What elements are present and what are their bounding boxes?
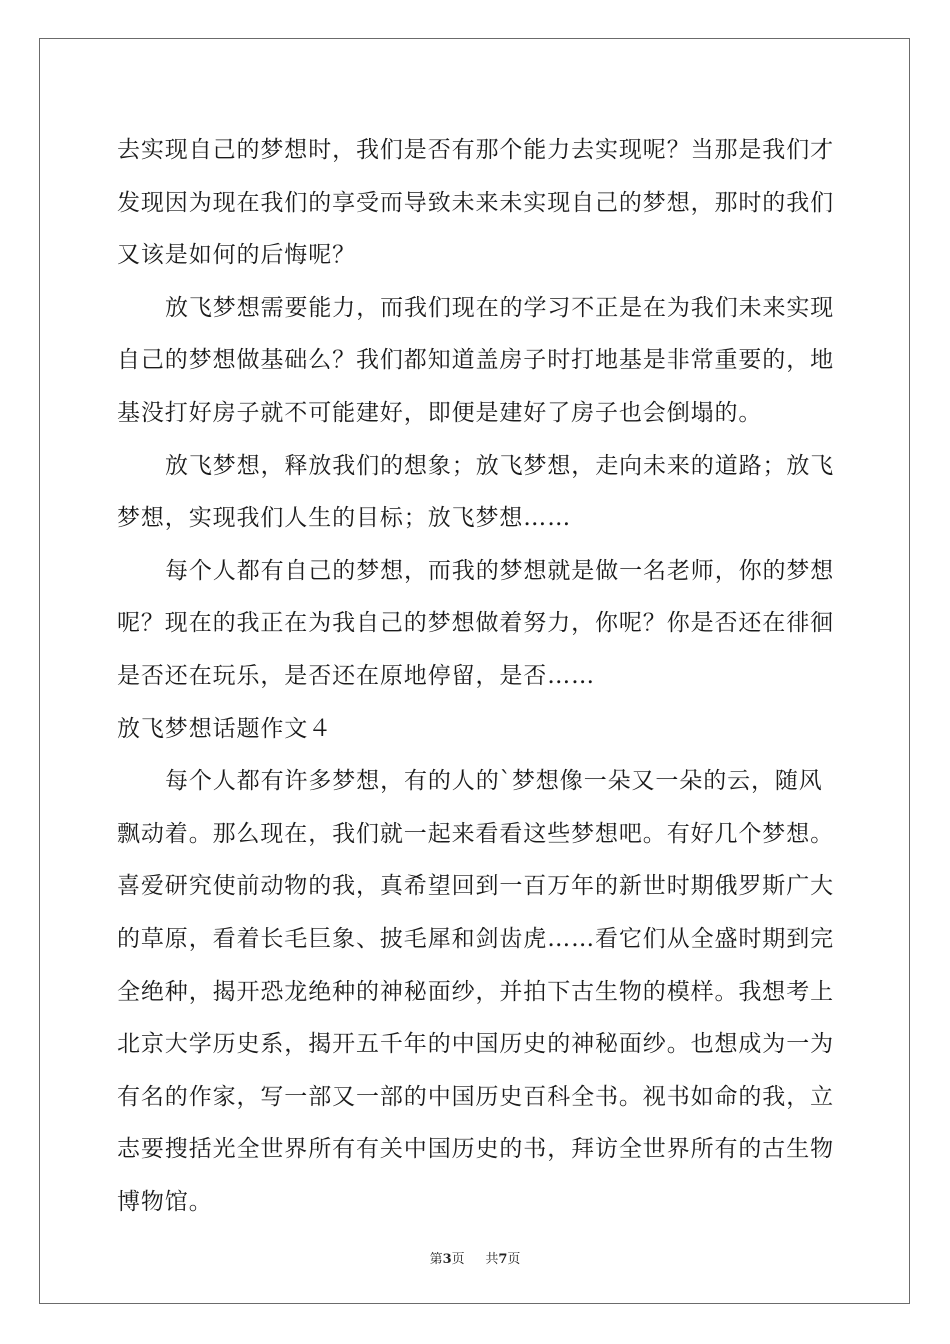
text-line: 喜爱研究使前动物的我，真希望回到一百万年的新世时期俄罗斯广大 bbox=[117, 873, 834, 900]
total-pages-suffix: 页 bbox=[507, 1252, 521, 1267]
text-line: 自己的梦想做基础么？我们都知道盖房子时打地基是非常重要的，地 bbox=[117, 347, 834, 374]
paragraph-start-line: 每个人都有许多梦想，有的人的`梦想像一朵又一朵的云，随风 bbox=[165, 768, 823, 795]
text-line: 的草原，看着长毛巨象、披毛犀和剑齿虎……看它们从全盛时期到完 bbox=[117, 925, 834, 952]
text-line: 去实现自己的梦想时，我们是否有那个能力去实现呢？当那是我们才 bbox=[117, 137, 834, 163]
total-pages-number: 7 bbox=[498, 1252, 508, 1267]
current-page-number: 3 bbox=[442, 1252, 452, 1267]
text-line: 呢？现在的我正在为我自己的梦想做着努力，你呢？你是否还在徘徊 bbox=[117, 610, 834, 637]
text-line: 有名的作家，写一部又一部的中国历史百科全书。视书如命的我，立 bbox=[117, 1083, 834, 1110]
text-line: 志要搜括光全世界所有有关中国历史的书，拜访全世界所有的古生物 bbox=[117, 1136, 834, 1163]
text-line: 全绝种，揭开恐龙绝种的神秘面纱，并拍下古生物的模样。我想考上 bbox=[117, 978, 834, 1005]
paragraph-start-line: 每个人都有自己的梦想，而我的梦想就是做一名老师，你的梦想 bbox=[165, 557, 835, 584]
text-line: 基没打好房子就不可能建好，即便是建好了房子也会倒塌的。 bbox=[117, 399, 763, 426]
page-word: 页 bbox=[451, 1252, 465, 1267]
section-heading: 放飞梦想话题作文４ bbox=[117, 715, 333, 742]
text-line: 又该是如何的后悔呢？ bbox=[117, 242, 356, 269]
text-line: 飘动着。那么现在，我们就一起来看看这些梦想吧。有好几个梦想。 bbox=[117, 820, 834, 847]
text-line: 北京大学历史系，揭开五千年的中国历史的神秘面纱。也想成为一为 bbox=[117, 1031, 834, 1058]
text-line: 博物馆。 bbox=[117, 1188, 213, 1215]
document-body bbox=[117, 124, 837, 1228]
text-line: 梦想，实现我们人生的目标；放飞梦想…… bbox=[117, 505, 572, 532]
text-line: 是否还在玩乐，是否还在原地停留，是否…… bbox=[117, 662, 595, 689]
text-line: 发现因为现在我们的享受而导致未来未实现自己的梦想，那时的我们 bbox=[117, 189, 834, 216]
paragraph-start-line: 放飞梦想需要能力，而我们现在的学习不正是在为我们未来实现 bbox=[165, 294, 835, 321]
page-number-prefix: 第 bbox=[429, 1252, 443, 1267]
paragraph-start-line: 放飞梦想，释放我们的想象；放飞梦想，走向未来的道路；放飞 bbox=[165, 452, 835, 479]
page-footer bbox=[0, 1248, 950, 1267]
total-pages-prefix: 共 bbox=[485, 1252, 499, 1267]
